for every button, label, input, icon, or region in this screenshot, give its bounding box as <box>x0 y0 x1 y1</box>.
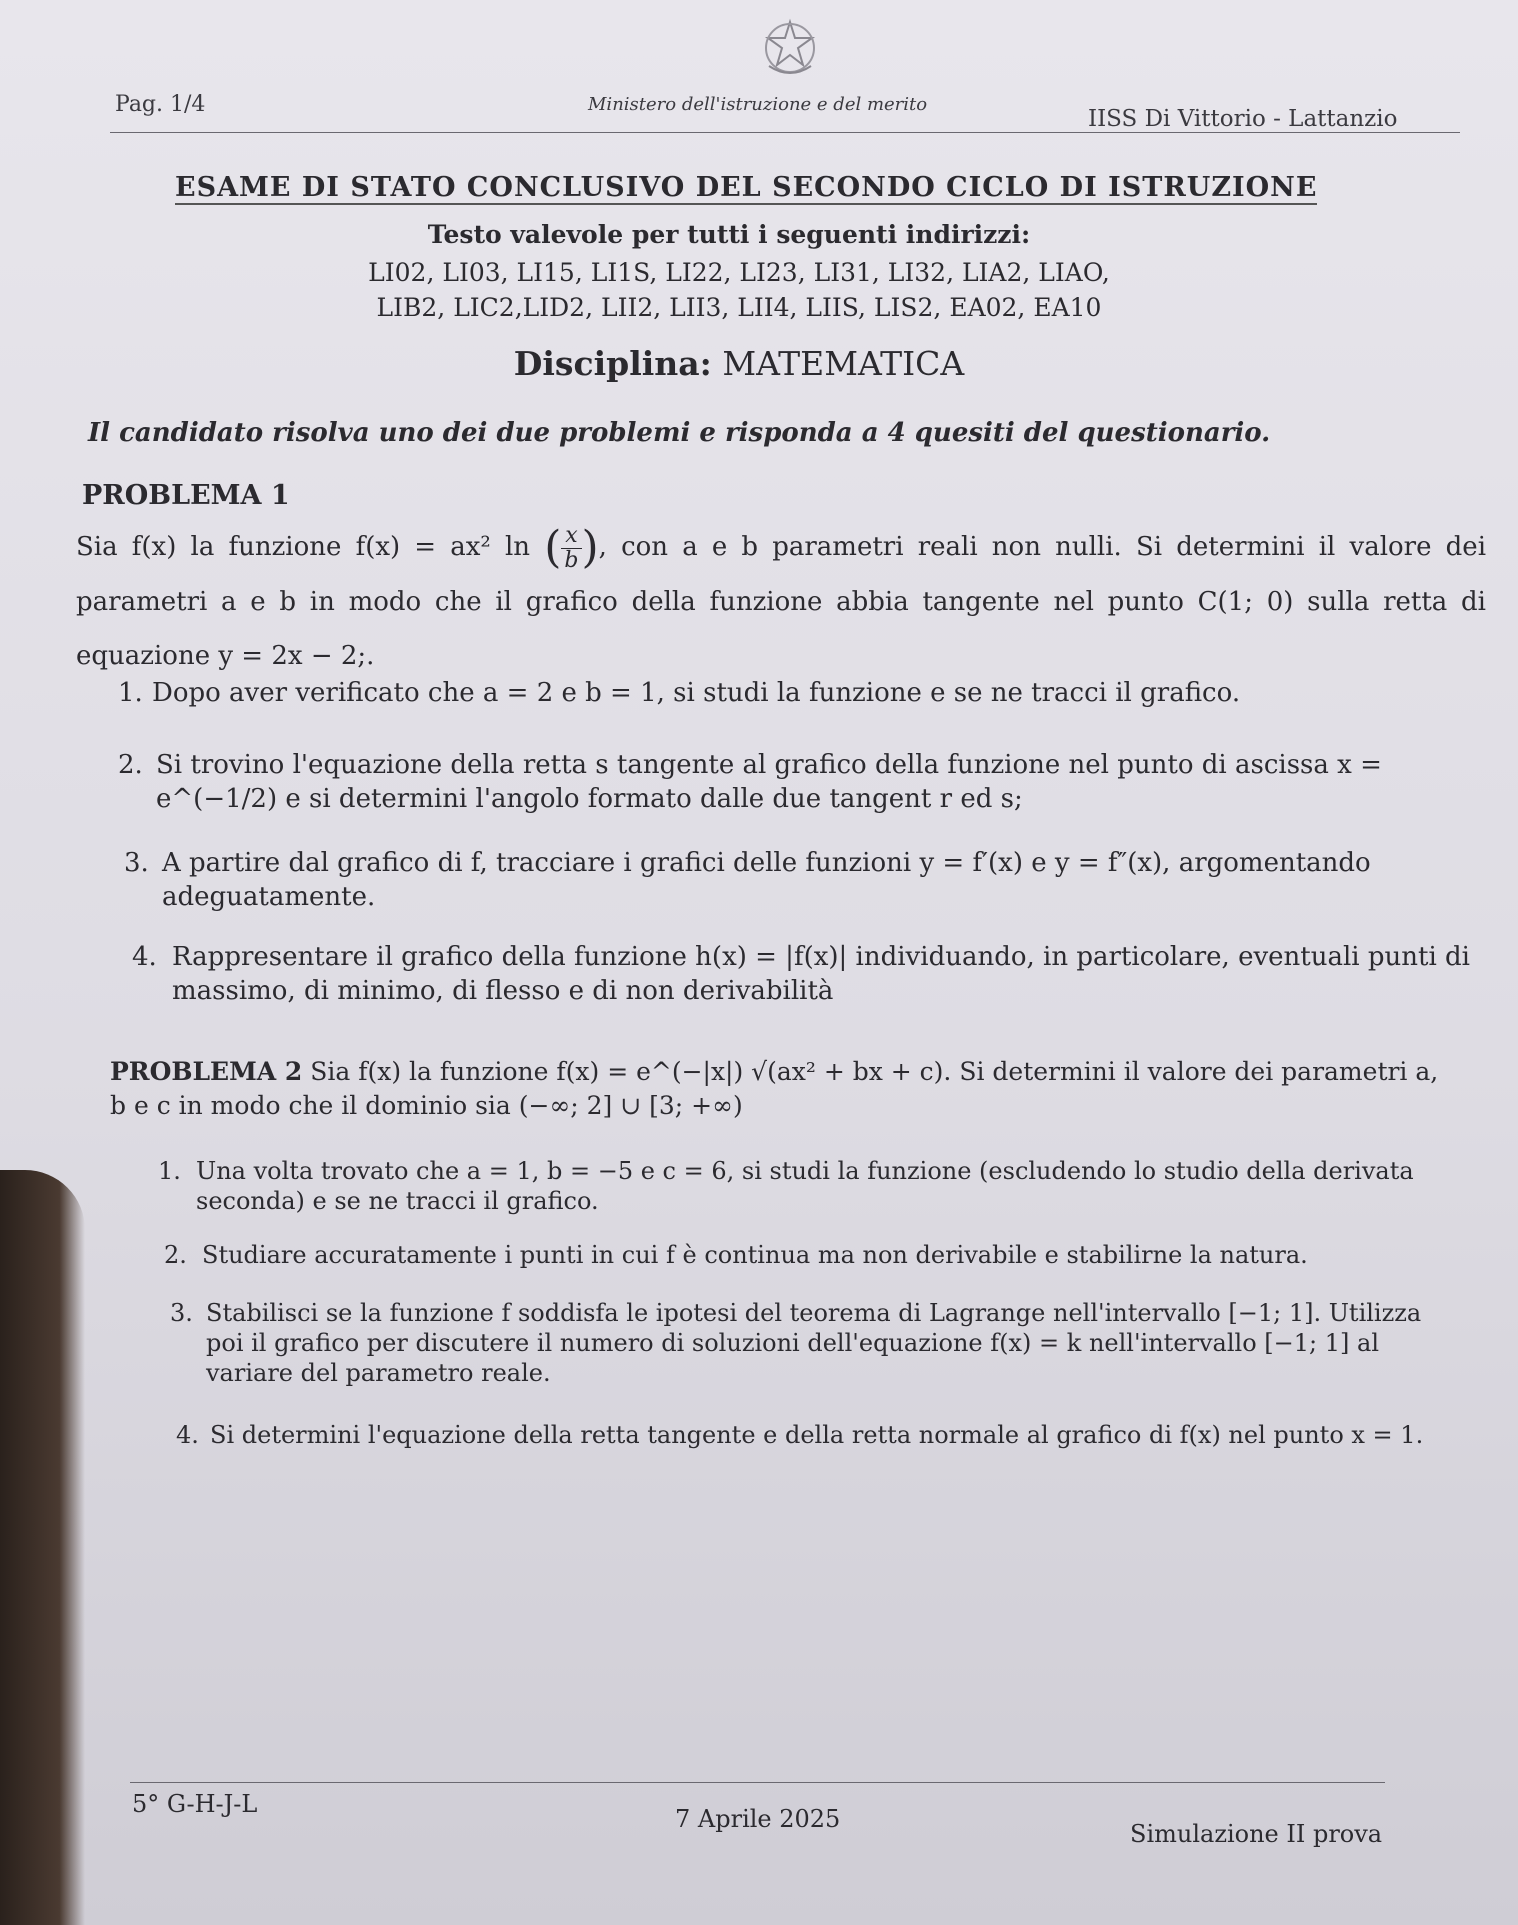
problema-1-intro: Sia f(x) la funzione f(x) = ax² ln ( $\frac{x}{b}$ ), con a e b parametri reali non nulli. Si determini il valore dei parametri a e b in modo che il grafico della funzione abbia tangente nel punto C(1; 0) sulla retta di equazione y = 2x − 2;. <box>76 522 1487 671</box>
disciplina-label: Disciplina: <box>513 344 712 383</box>
fraction-denominator: b <box>564 547 579 573</box>
ministry-name: Ministero dell'istruzione e del merito <box>588 94 928 115</box>
instruction-text: Il candidato risolva uno dei due problemi e risponda a 4 quesiti del questionario. <box>88 418 1271 448</box>
fraction-numerator: x <box>561 524 581 549</box>
footer-date: 7 Aprile 2025 <box>675 1805 841 1833</box>
problema-2-intro-text: Sia f(x) la funzione f(x) = e^(−|x|) √(ax² + bx + c). Si determini il valore dei parametri a, b e c in modo che il dominio sia (−∞; 2] ∪ [3; +∞) <box>110 1057 1439 1120</box>
problema-1-heading: PROBLEMA 1 <box>82 480 290 511</box>
footer-divider <box>130 1782 1385 1783</box>
problema-2-heading: PROBLEMA 2 <box>110 1057 303 1086</box>
holding-hand <box>0 1170 85 1925</box>
indirizzi-heading: Testo valevole per tutti i seguenti indirizzi: <box>427 220 1031 249</box>
disciplina-value: MATEMATICA <box>722 344 965 383</box>
school-name: IISS Di Vittorio - Lattanzio <box>1088 106 1398 132</box>
indirizzi-line-2: LIB2, LIC2,LID2, LII2, LII3, LII4, LIIS, LIS2, EA02, EA10 <box>376 293 1102 322</box>
problema-1-intro-a: Sia f(x) la funzione f(x) = ax² ln <box>76 532 531 562</box>
header-divider <box>110 132 1460 133</box>
page-number: Pag. 1/4 <box>115 92 206 117</box>
problema-1-intro-b: , con a e b parametri reali non nulli. Si determini il valore dei parametri a e b in modo che il grafico della funzione abbia tangente nel punto C(1; 0) sulla retta di equazione y = 2x − 2;. <box>76 532 1487 671</box>
disciplina <box>0 344 1498 383</box>
exam-paper: Pag. 1/4 Ministero dell'istruzione e del merito IISS Di Vittorio - Lattanzio ESAME DI STATO CONCLUSIVO DEL SECONDO CICLO DI ISTRUZIONE Testo valevole per tutti i seguenti indirizzi: LI02, LI03, LI15, LI1S, LI22, LI23, LI31, LI32, LIA2, LIAO, LIB2, LIC2,LID2, LII2, LII3, LII4, LIIS, LIS2, EA02, EA10 Disciplina: MATEMATICA Il candidato risolva uno dei due problemi e risponda a 4 quesiti del questionario. PROBLEMA 1 Sia f(x) la funzione f(x) = ax² ln ( $\frac{x}{b}$ ), con a e b parametri reali non nulli. Si determini il valore dei parametri a e b in modo che il grafico della funzione abbia tangente nel punto C(1; 0) sulla retta di equazione y = 2x − 2;. 1. Dopo aver verificato che a = 2 e b = 1, si studi la funzione e se ne tracci il grafico. 2. Si trovino l'equazione della retta s tangente al grafico della funzione nel punto di ascissa x = e^(−1/2) e si determini l'angolo formato dalle due tangent r ed s; 3. A partire dal grafico di f, tracciare i grafici delle funzioni y = f′(x) e y = f″(x), argomentando adeguatamente. 4. Rappresentare il grafico della funzione h(x) = |f(x)| individuando, in particolare, eventuali punti di massimo, di minimo, di flesso e di non derivabilità PROBLEMA 2 Sia f(x) la funzione f(x) = e^(−|x|) √(ax² + bx + c). Si determini il valore dei parametri a, b e c in modo che il dominio sia (−∞; 2] ∪ [3; +∞) 1. Una volta trovato che a = 1, b = −5 e c = 6, si studi la funzione (escludendo lo studio della derivata seconda) e se ne tracci il grafico. 2. Studiare accuratamente i punti in cui f è continua ma non derivabile e stabilirne la natura. 3. Stabilisci se la funzione f soddisfa le ipotesi del teorema di Lagrange nell'intervallo [−1; 1]. Utilizza poi il grafico per discutere il numero di soluzioni dell'equazione f(x) = k nell'intervallo [−1; 1] al variare del parametro reale. 4. Si determini l'equazione della retta tangente e della retta normale al grafico di f(x) nel punto x = 1. 5° G-H-J-L 7 Aprile 2025 Simulazione II prova <box>0 0 1518 1925</box>
republic-emblem-icon <box>757 18 823 80</box>
footer-type: Simulazione II prova <box>1130 1820 1383 1848</box>
problema-2-intro <box>110 1055 1450 1123</box>
indirizzi-line-1: LI02, LI03, LI15, LI1S, LI22, LI23, LI31, LI32, LIA2, LIAO, <box>368 258 1110 287</box>
fraction <box>561 524 581 573</box>
footer-classes: 5° G-H-J-L <box>132 1790 258 1818</box>
exam-title: ESAME DI STATO CONCLUSIVO DEL SECONDO CICLO DI ISTRUZIONE <box>175 172 1318 203</box>
